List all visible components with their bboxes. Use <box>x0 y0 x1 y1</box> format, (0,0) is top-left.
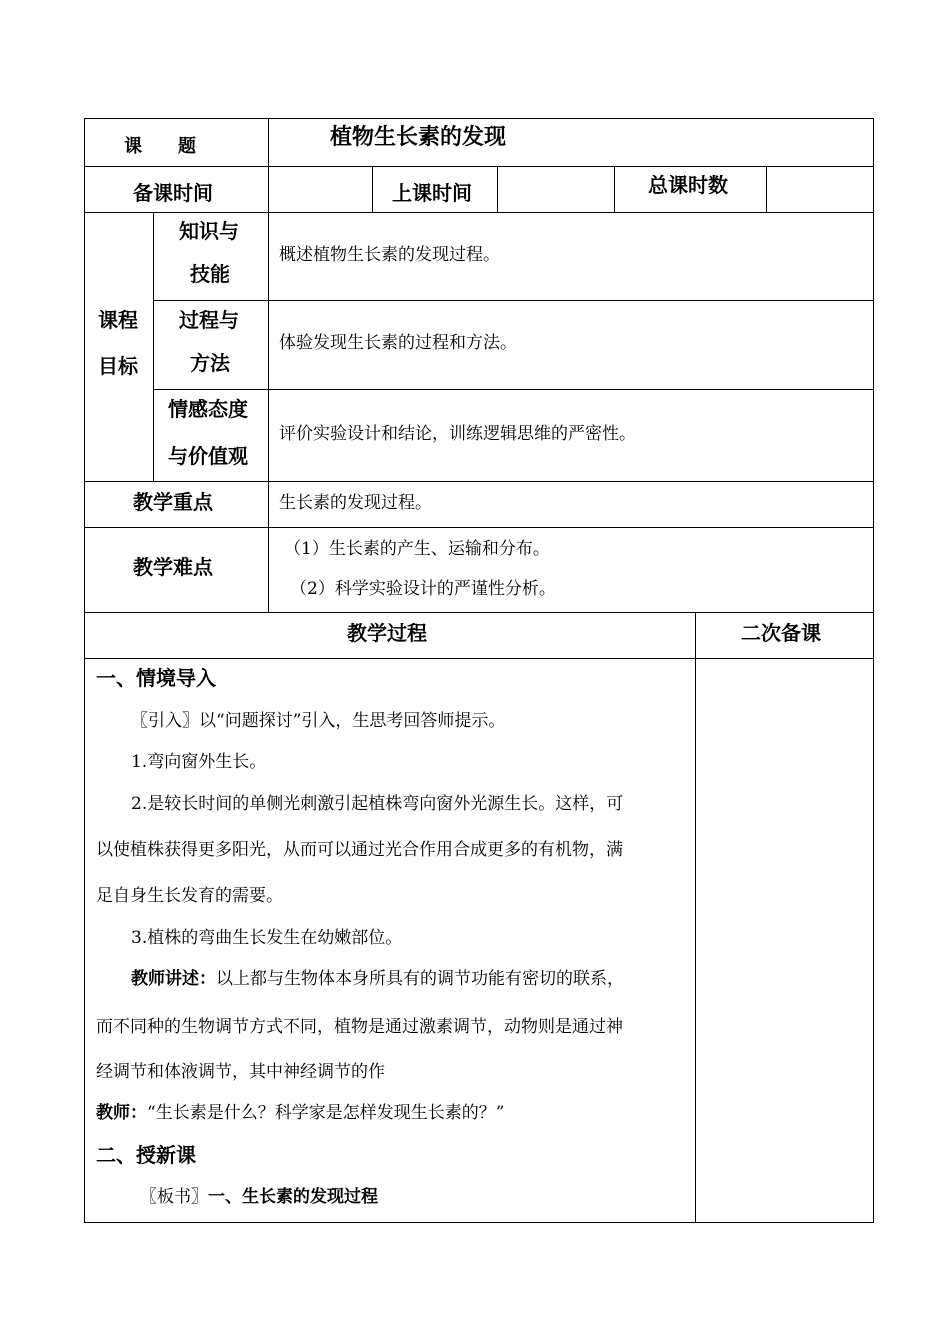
objective-label-process-1: 过程与 <box>179 308 239 332</box>
key-point-content: 生长素的发现过程。 <box>279 493 432 513</box>
teacher-question-label: 教师： <box>96 1103 147 1123</box>
difficulty-line1: （1）生长素的产生、运输和分布。 <box>284 539 550 559</box>
objective-content-attitude: 评价实验设计和结论，训练逻辑思维的严密性。 <box>279 424 636 444</box>
paragraph-answer2-line2: 以使植株获得更多阳光，从而可以通过光合作用合成更多的有机物，满 <box>96 840 623 860</box>
section1-title: 一、情境导入 <box>96 666 216 690</box>
objective-label-knowledge-1: 知识与 <box>179 219 239 243</box>
objective-label-attitude-2: 与价值观 <box>168 444 248 468</box>
teacher-question-text: “生长素是什么？科学家是怎样发现生长素的？” <box>147 1103 505 1123</box>
paragraph-teacher-talk-line2: 而不同种的生物调节方式不同，植物是通过激素调节，动物则是通过神 <box>96 1017 623 1037</box>
teacher-talk-text: 以上都与生物体本身所具有的调节功能有密切的联系， <box>216 969 624 989</box>
prep-time-label: 备课时间 <box>133 181 213 205</box>
class-time-label: 上课时间 <box>392 181 472 205</box>
total-hours-label: 总课时数 <box>648 173 728 197</box>
board-prefix: 〖板书〗 <box>140 1187 208 1207</box>
key-point-label: 教学重点 <box>133 490 213 514</box>
objective-content-process: 体验发现生长素的过程和方法。 <box>279 333 517 353</box>
process-header: 教学过程 <box>347 621 427 645</box>
objectives-label-line1: 课程 <box>98 308 138 332</box>
objectives-label-line2: 目标 <box>98 354 138 378</box>
objective-label-attitude-1: 情感态度 <box>168 397 248 421</box>
teacher-talk-label: 教师讲述： <box>131 969 216 989</box>
section2-title: 二、授新课 <box>96 1143 196 1167</box>
second-prep-header: 二次备课 <box>741 621 821 645</box>
paragraph-answer3: 3.植株的弯曲生长发生在幼嫩部位。 <box>131 928 403 948</box>
paragraph-board <box>140 1182 378 1207</box>
objective-content-knowledge: 概述植物生长素的发现过程。 <box>279 245 500 265</box>
paragraph-answer1: 1.弯向窗外生长。 <box>131 752 267 772</box>
objective-label-knowledge-2: 技能 <box>190 262 230 286</box>
paragraph-answer2-line3: 足自身生长发育的需要。 <box>96 886 283 906</box>
objective-label-process-2: 方法 <box>190 351 230 375</box>
topic-label: 课 题 <box>124 136 196 157</box>
difficulty-label: 教学难点 <box>133 555 213 579</box>
paragraph-teacher-question <box>96 1098 504 1123</box>
paragraph-answer2-line1: 2.是较长时间的单侧光刺激引起植株弯向窗外光源生长。这样，可 <box>131 794 624 814</box>
paragraph-teacher-talk-line1 <box>131 964 624 989</box>
paragraph-intro: 〖引入〗以“问题探讨”引入，生思考回答师提示。 <box>131 711 506 731</box>
paragraph-teacher-talk-line3: 经调节和体液调节，其中神经调节的作 <box>96 1062 385 1082</box>
board-heading: 一、生长素的发现过程 <box>208 1187 378 1207</box>
difficulty-line2: （2）科学实验设计的严谨性分析。 <box>290 579 556 599</box>
topic-value: 植物生长素的发现 <box>330 125 507 150</box>
